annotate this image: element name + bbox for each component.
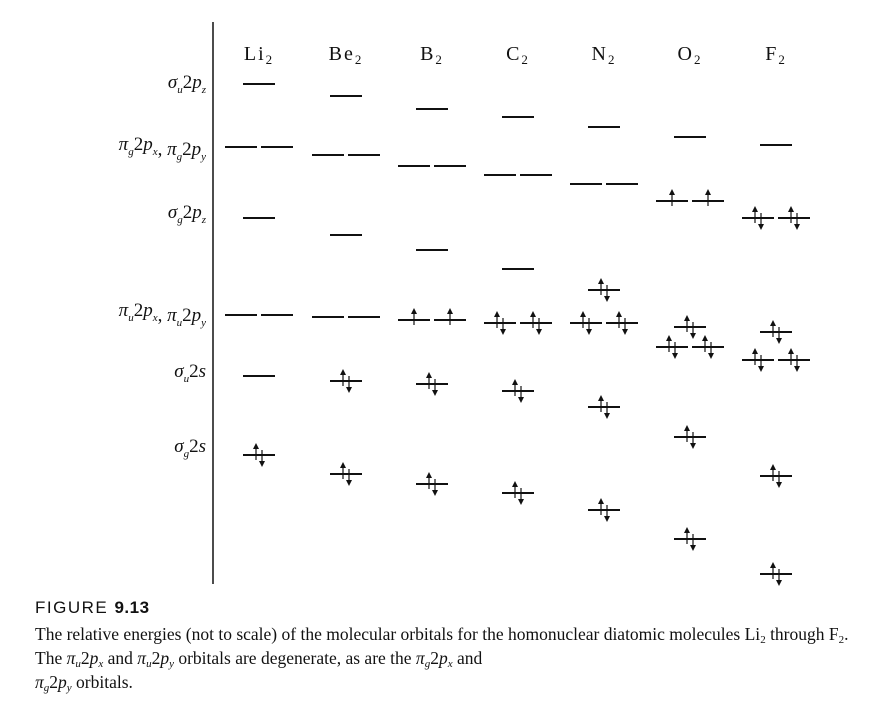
column-N2	[570, 127, 638, 522]
column-B2	[398, 109, 466, 496]
column-O2	[656, 137, 724, 551]
spin-up-arrowhead	[530, 311, 536, 317]
spin-up-arrowhead	[494, 311, 500, 317]
spin-up-arrowhead	[616, 311, 622, 317]
spin-down-arrowhead	[604, 413, 610, 419]
spin-down-arrowhead	[518, 397, 524, 403]
spin-up-arrowhead	[770, 562, 776, 568]
spin-up-arrowhead	[752, 348, 758, 354]
pi-g-2px: $\pi_g2p_x$	[415, 648, 453, 670]
column-C2	[484, 117, 552, 505]
spin-up-arrowhead	[788, 206, 794, 212]
spin-down-arrowhead	[346, 480, 352, 486]
spin-down-arrowhead	[794, 366, 800, 372]
spin-down-arrowhead	[776, 580, 782, 586]
spin-down-arrowhead	[518, 499, 524, 505]
molecule-label-C2: $C_2$	[506, 43, 530, 67]
spin-down-arrowhead	[622, 329, 628, 335]
orbital-label-pu2p: $\pi_u2p_x$, $\pi_u2p_y$	[118, 300, 206, 329]
column-Li2	[225, 84, 293, 467]
spin-up-arrowhead	[598, 498, 604, 504]
caption-text: The relative energies (not to scale) of the molecular orbitals for the homonuclear diatomic molecules $Li_2$ through $F_2$. The $\pi_u2p_x$ and $\pi_u2p_y$ orbitals are degenerate, as are the $\pi_g2p_x$ and $\pi_g2p_y$ orbitals.	[35, 624, 849, 694]
column-F2	[742, 145, 810, 586]
molecule-label-F2: $F_2$	[765, 43, 787, 67]
spin-up-arrowhead	[669, 189, 675, 195]
spin-down-arrowhead	[690, 333, 696, 339]
spin-down-arrowhead	[690, 443, 696, 449]
spin-up-arrowhead	[512, 481, 518, 487]
spin-up-arrowhead	[426, 472, 432, 478]
spin-down-arrowhead	[758, 224, 764, 230]
spin-down-arrowhead	[346, 387, 352, 393]
molecule-label-N2: $N_2$	[591, 43, 617, 67]
spin-up-arrowhead	[598, 395, 604, 401]
spin-down-arrowhead	[604, 516, 610, 522]
spin-down-arrowhead	[536, 329, 542, 335]
spin-up-arrowhead	[684, 315, 690, 321]
spin-up-arrowhead	[411, 308, 417, 314]
column-Be2	[312, 96, 380, 486]
spin-up-arrowhead	[580, 311, 586, 317]
spin-up-arrowhead	[253, 443, 259, 449]
spin-down-arrowhead	[432, 490, 438, 496]
spin-up-arrowhead	[684, 425, 690, 431]
spin-down-arrowhead	[776, 482, 782, 488]
spin-down-arrowhead	[672, 353, 678, 359]
spin-up-arrowhead	[684, 527, 690, 533]
spin-up-arrowhead	[702, 335, 708, 341]
spin-up-arrowhead	[340, 462, 346, 468]
spin-up-arrowhead	[447, 308, 453, 314]
figure-label	[35, 598, 865, 618]
figure-word: FIGURE	[35, 598, 109, 617]
spin-down-arrowhead	[259, 461, 265, 467]
spin-up-arrowhead	[666, 335, 672, 341]
spin-down-arrowhead	[604, 296, 610, 302]
spin-up-arrowhead	[598, 278, 604, 284]
spin-up-arrowhead	[770, 320, 776, 326]
spin-down-arrowhead	[586, 329, 592, 335]
spin-up-arrowhead	[788, 348, 794, 354]
figure-caption	[35, 598, 865, 694]
molecule-label-B2: $B_2$	[420, 43, 444, 67]
orbital-label-sg2s: $\sigma_g2s$	[174, 436, 206, 460]
spin-down-arrowhead	[758, 366, 764, 372]
spin-up-arrowhead	[752, 206, 758, 212]
spin-down-arrowhead	[432, 390, 438, 396]
molecule-label-Li2: $Li_2$	[243, 43, 275, 67]
spin-down-arrowhead	[690, 545, 696, 551]
spin-up-arrowhead	[705, 189, 711, 195]
orbital-label-pg2p: $\pi_g2p_x$, $\pi_g2p_y$	[118, 134, 206, 163]
molecule-label-Be2: $Be_2$	[328, 43, 364, 67]
spin-up-arrowhead	[426, 372, 432, 378]
spin-down-arrowhead	[776, 338, 782, 344]
spin-up-arrowhead	[340, 369, 346, 375]
pi-u-2px: $\pi_u2p_x$	[66, 648, 104, 670]
spin-down-arrowhead	[708, 353, 714, 359]
orbital-label-su2s: $\sigma_u2s$	[174, 361, 206, 385]
pi-u-2py: $\pi_u2p_y$	[137, 648, 174, 670]
spin-down-arrowhead	[794, 224, 800, 230]
molecule-label-O2: $O_2$	[677, 43, 703, 67]
figure-number: 9.13	[114, 598, 150, 617]
orbital-label-su2p: $\sigma_u2p_z$	[167, 72, 206, 96]
spin-up-arrowhead	[512, 379, 518, 385]
orbital-label-sg2p: $\sigma_g2p_z$	[167, 202, 206, 226]
spin-down-arrowhead	[500, 329, 506, 335]
spin-up-arrowhead	[770, 464, 776, 470]
pi-g-2py: $\pi_g2p_y$	[35, 672, 72, 694]
